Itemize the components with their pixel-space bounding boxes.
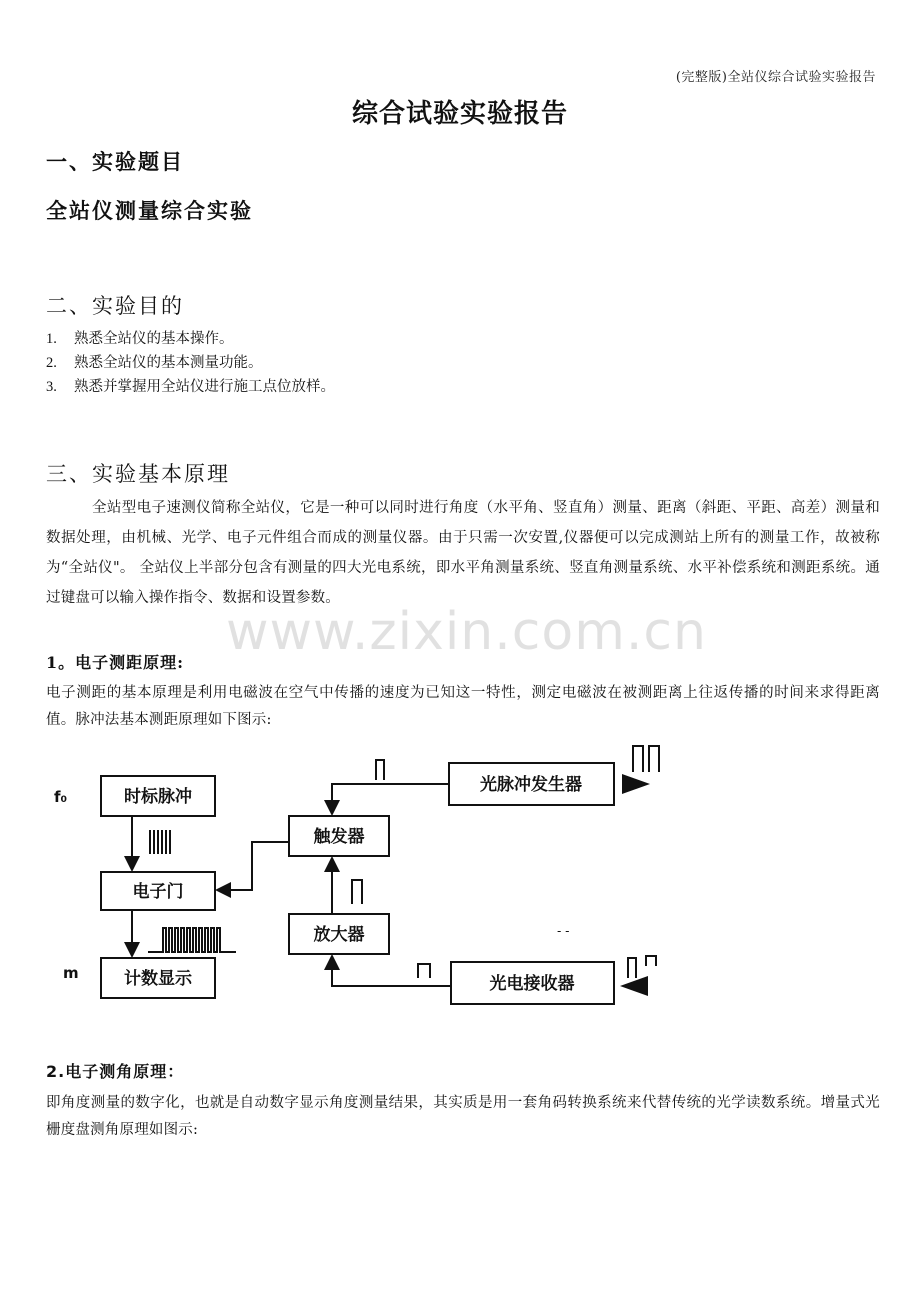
section2-heading: 二、实验目的: [46, 294, 184, 318]
box-clock-label: 时标脉冲: [124, 787, 192, 807]
watermark: www.zixin.com.cn: [226, 602, 707, 662]
box-amp-label: 放大器: [313, 925, 365, 945]
objectives-list: [46, 327, 335, 399]
section1-heading: 一、实验题目: [46, 149, 184, 174]
page-title: 综合试验实验报告: [351, 99, 568, 129]
header-note: (完整版)全站仪综合试验实验报告: [675, 70, 876, 85]
list-text: 熟悉全站仪的基本测量功能。: [74, 355, 263, 371]
subsection2-heading: 2.电子测角原理：: [46, 1062, 185, 1081]
box-trigger-label: 触发器: [313, 827, 365, 847]
list-number: 1.: [46, 331, 57, 347]
subsection1-heading: 1。电子测距原理:: [46, 653, 185, 672]
box-counter-label: 计数显示: [124, 969, 192, 989]
list-number: 3.: [46, 379, 57, 395]
subsection1-text: 电子测距的基本原理是利用电磁波在空气中传播的速度为已知这一特性，测定电磁波在被测距离上往返传播的时间来求得距离值。脉冲法基本测距原理如下图示:: [46, 685, 880, 728]
section3-heading: 三、实验基本原理: [46, 462, 230, 486]
subsection2-text: 即角度测量的数字化，也就是自动数字显示角度测量结果，其实质是用一套角码转换系统来代替传统的光学读数系统。增量式光栅度盘测角原理如图示:: [46, 1095, 880, 1138]
list-item: [46, 351, 335, 375]
ranging-diagram: [0, 740, 920, 1020]
list-item: [46, 327, 335, 351]
list-number: 2.: [46, 355, 57, 371]
list-text: 熟悉并掌握用全站仪进行施工点位放样。: [74, 379, 335, 395]
list-text: 熟悉全站仪的基本操作。: [74, 331, 234, 347]
receive-arrow: [620, 976, 648, 996]
label-m: m: [63, 964, 79, 982]
svg-text:- -: - -: [557, 924, 570, 938]
list-item: [46, 375, 335, 399]
label-f0: f₀: [54, 788, 68, 806]
box-receiver-label: 光电接收器: [489, 974, 575, 994]
principle-paragraph: 全站型电子速测仪简称全站仪，它是一种可以同时进行角度（水平角、竖直角）测量、距离（斜距、平距、高差）测量和数据处理，由机械、光学、电子元件组合而成的测量仪器。由于只需一次安置,仪器便可以完成测站上所有的测量工作，故被称为“全站仪"。 全站仪上半部分包含有测量的四大光电系统，即水平角测量系统、竖直角测量系统、水平补偿系统和测距系统。通过键盘可以输入操作指令、数据和设置参数。: [46, 500, 880, 606]
emit-arrow: [614, 774, 650, 794]
experiment-subject: 全站仪测量综合实验: [46, 198, 253, 223]
box-emitter-label: 光脉冲发生器: [480, 775, 582, 795]
box-gate-label: 电子门: [132, 882, 184, 902]
